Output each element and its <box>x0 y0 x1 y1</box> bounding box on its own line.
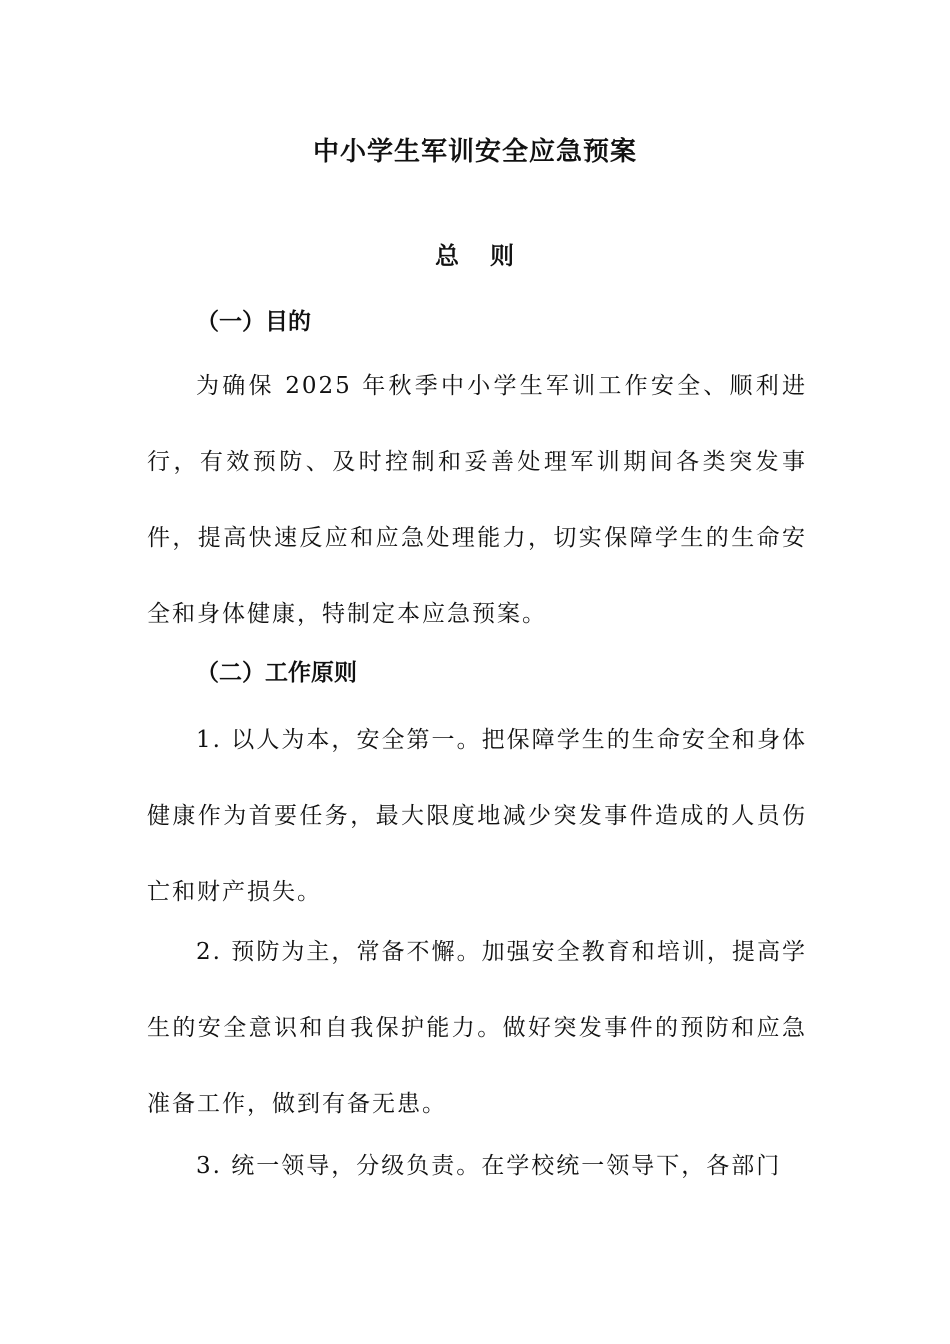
section-title-part2: 则 <box>490 242 515 270</box>
section-title <box>0 236 950 276</box>
paragraph-principle-1: 1. 以人为本，安全第一。把保障学生的生命安全和身体健康作为首要任务，最大限度地减少突发事件造成的人员伤亡和财产损失。 <box>147 727 807 905</box>
heading-purpose: （一）目的 <box>196 309 311 335</box>
document-title: 中小学生军训安全应急预案 <box>312 137 637 167</box>
paragraph-purpose: 为确保 2025 年秋季中小学生军训工作安全、顺利进行，有效预防、及时控制和妥善处理军训期间各类突发事件，提高快速反应和应急处理能力，切实保障学生的生命安全和身体健康，特制定本应急预案。 <box>147 373 807 627</box>
heading-principles: （二）工作原则 <box>196 660 357 686</box>
paragraph-principle-2: 2. 预防为主，常备不懈。加强安全教育和培训，提高学生的安全意识和自我保护能力。做好突发事件的预防和应急准备工作，做到有备无患。 <box>147 939 807 1117</box>
section-title-part1: 总 <box>435 242 460 270</box>
paragraph-principle-3: 3. 统一领导，分级负责。在学校统一领导下，各部门 <box>196 1153 782 1179</box>
